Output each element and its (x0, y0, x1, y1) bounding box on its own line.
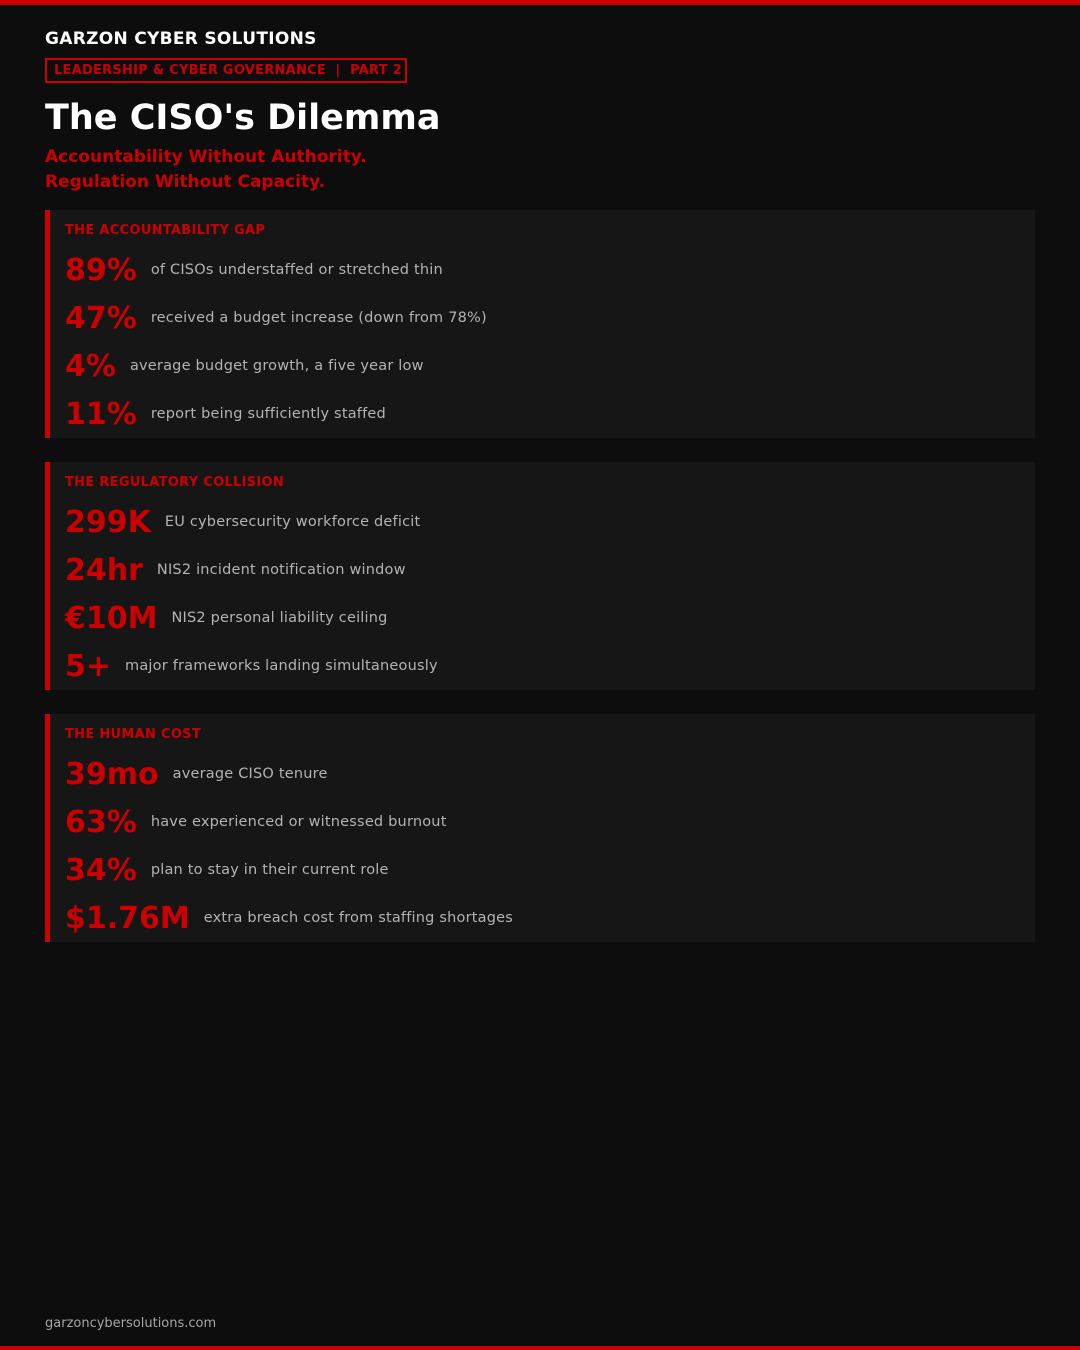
stat-value: 89% (65, 252, 137, 288)
stat-value: 5+ (65, 648, 112, 684)
page-subtitle (45, 145, 367, 195)
stat-label: average budget growth, a five year low (129, 358, 424, 374)
stat-value: 34% (65, 852, 137, 888)
stat-value: 11% (65, 396, 137, 432)
stat-row (65, 342, 424, 390)
stat-label: NIS2 incident notification window (156, 562, 406, 578)
section-heading: THE REGULATORY COLLISION (65, 475, 285, 490)
footer-website: garzoncybersolutions.com (45, 1316, 217, 1331)
series-tag: LEADERSHIP & CYBER GOVERNANCE | PART 2 (45, 58, 407, 83)
stat-label: have experienced or witnessed burnout (150, 814, 447, 830)
stat-row (65, 750, 328, 798)
stat-row (65, 894, 513, 942)
stat-row (65, 846, 389, 894)
stat-label: report being sufficiently staffed (150, 406, 386, 422)
top-accent-bar (0, 0, 1080, 5)
stat-row (65, 642, 438, 690)
page-title: The CISO's Dilemma (45, 98, 441, 138)
stat-row (65, 390, 386, 438)
stat-label: extra breach cost from staffing shortages (203, 910, 514, 926)
stat-label: received a budget increase (down from 78%) (150, 310, 487, 326)
stat-label: average CISO tenure (172, 766, 328, 782)
section-heading: THE HUMAN COST (65, 727, 202, 742)
section-heading: THE ACCOUNTABILITY GAP (65, 223, 266, 238)
stat-label: NIS2 personal liability ceiling (171, 610, 388, 626)
section-regulatory-collision (45, 462, 1035, 690)
stat-row (65, 594, 388, 642)
stat-value: 24hr (65, 552, 143, 588)
section-accountability-gap (45, 210, 1035, 438)
section-human-cost (45, 714, 1035, 942)
bottom-accent-bar (0, 1346, 1080, 1350)
stat-value: 63% (65, 804, 137, 840)
subtitle-line-1: Accountability Without Authority. (45, 147, 367, 167)
stat-row (65, 546, 406, 594)
stat-label: plan to stay in their current role (150, 862, 389, 878)
stat-row (65, 798, 447, 846)
stat-label: of CISOs understaffed or stretched thin (150, 262, 443, 278)
stat-value: €10M (65, 600, 158, 636)
stat-value: 299K (65, 504, 151, 540)
stat-row (65, 246, 443, 294)
stat-row (65, 498, 420, 546)
stat-value: 47% (65, 300, 137, 336)
stat-value: 4% (65, 348, 116, 384)
stat-value: $1.76M (65, 900, 190, 936)
stat-value: 39mo (65, 756, 159, 792)
subtitle-line-2: Regulation Without Capacity. (45, 172, 326, 192)
brand-name: GARZON CYBER SOLUTIONS (45, 29, 317, 49)
stat-row (65, 294, 487, 342)
stat-label: major frameworks landing simultaneously (125, 658, 438, 674)
stat-label: EU cybersecurity workforce deficit (164, 514, 421, 530)
